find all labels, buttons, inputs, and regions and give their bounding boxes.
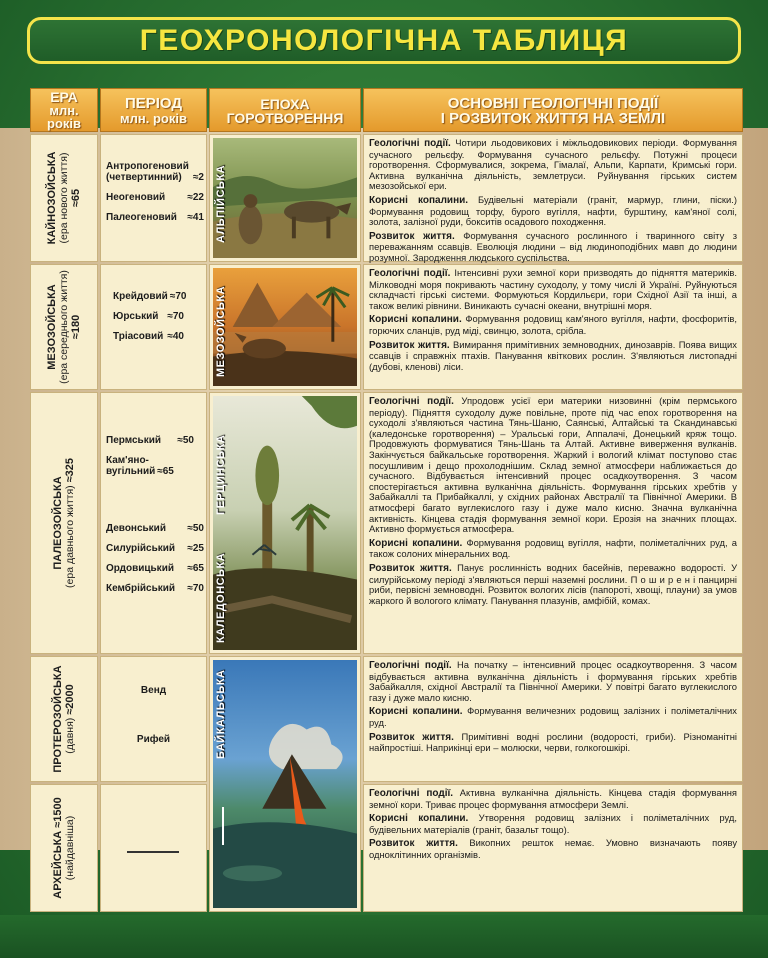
epoch-label: АЛЬПІЙСЬКА [215,164,227,243]
no-period-dash [127,851,179,853]
era-archean: АРХЕЙСЬКА ≈1500 (найдавніша) [30,784,98,912]
period-item: Рифей [136,734,171,745]
header-events: ОСНОВНІ ГЕОЛОГІЧНІ ПОДІЇ І РОЗВИТОК ЖИТТЯ НА ЗЕМЛІ [363,88,743,132]
period-item: Пермський ≈50 [106,435,194,446]
periods-proterozoic [100,656,207,782]
period-item: Тріасовий ≈40 [113,331,184,342]
cenozoic-scene-illustration [213,138,357,258]
paleozoic-scene-illustration [213,396,357,650]
periods-archean [100,784,207,912]
events-paleozoic: Геологічні події. Упродовж усієї ери материки низовинні (крім пермського періоду). Підняття суходолу дуже повільне, проте під час епох горотворення на суходолі з'являються частина Тянь-Шаню, Саянські, Алтайські та Скандинавські (каледонське горотворення) – Уральські гори, Аппалачі, Донецький кряж тощо. Продовжують формуватися Тянь-Шань та Алтай. Активне виверження вулканів. Закінчується байкальське горотворення. Жаркий і вологий клімат поступово стає посушливим і дещо прохолоднішим. Склад земної атмосфери наближається до сучасного. Відбувається інтенсивний процес осадкоутворення. З часом спостерігається активна вулканічна діяльність. Формування гірських хребтів у Забайкаллі та Прибайкаллі, у східних районах Австралії та Північної Америки. В атмосфері багато вуглекислого газу і дуже мало кисню. Значна вулканічна активність. Кінцева стадія формування земної кори. Ерозія на значних площах. Активно формується атмосфера. Корисні копалини. Формування родовищ вугілля, нафти, поліметалічних руд, а також солоних мінеральних вод. Розвиток життя. Панує рослинність водних басейнів, переважно водорості. У силурійському періоді з'являються перші наземні рослини. П о ш и р е н і панцирні риби, первісні земноводні. Розвиток вологих лісів (папороті, хвощі, плауни) за умов жаркого й вологого клімату. Панування плазунів, амфібій, комах. [363,392,743,654]
events-proterozoic: Геологічні події. На початку – інтенсивний процес осадкоутворення. З часом відбувається активна вулканічна діяльність і формування гірських хребтів Забайкалля, східної Австралії та Північної Америки. У повітрі багато вуглекислого газу і дуже мало кисню. Корисні копалини. Формування величезних родовищ залізних і поліметалічних руд. Розвиток життя. Примітивні водні рослини (водорості, гриби). Різноманітні найпростіші. Наприкінці ери – молюски, черви, голкогошкірі. [363,656,743,782]
period-item: Венд [140,685,167,696]
period-item: Силурійський ≈25 [106,543,204,554]
era-paleozoic: ПАЛЕОЗОЙСЬКА (ера давнього життя) ≈325 [30,392,98,654]
periods-paleozoic [100,392,207,654]
period-item: Юрський ≈70 [113,311,184,322]
epoch-label: БАЙКАЛЬСЬКА [215,669,227,759]
header-period: ПЕРІОД млн. років [100,88,207,132]
periods-mesozoic [100,264,207,390]
title-banner [27,17,741,64]
events-archean: Геологічні події. Активна вулканічна діяльність. Кінцева стадія формування земної кори. Триває процес формування атмосфери Землі. Корисні копалини. Утворення родовищ залізних і поліметалічних руд, будівельних матеріалів (граніт, базальт тощо). Розвиток життя. Викопних решток немає. Умовно визначають появу одноклітинних організмів. [363,784,743,912]
epoch-image-alpine [209,134,361,262]
timeline-marker [222,807,224,845]
epoch-label: ГЕРЦИНСЬКА [215,434,227,515]
period-item: Антропогеновий (четвертинний) ≈2 [106,161,204,183]
era-cenozoic: КАЙНОЗОЙСЬКА (ера нового життя) ≈65 [30,134,98,262]
epoch-image-mesozoic [209,264,361,390]
precambrian-volcano-illustration [213,660,357,908]
period-item: Ордовицький ≈65 [106,563,204,574]
epoch-label: МЕЗОЗОЙСЬКА [215,285,227,377]
header-epoch: ЕПОХА ГОРОТВОРЕННЯ [209,88,361,132]
bottom-frame [0,915,768,958]
events-cenozoic: Геологічні події. Чотири льодовикових і міжльодовикових періоди. Формування сучасного рельєфу. Формування сучасного рельєфу. Потужні процеси горотворення. Сформувалися, зокрема, Гімалаї, Альпи, Карпати, Кримські гори. Активна вулканічна діяльність, землетруси. Руйнування гірських систем мезозойської ери. Корисні копалини. Будівельні матеріали (граніт, мармур, глини, піски.) Формування родовищ торфу, бурого вугілля, нафти, бурштину, кам'яної солі, золота, залізної руди, бокситів осадового походження. Розвиток життя. Формування сучасного рослинного і тваринного світу з переважанням ссавців. Еволюція людини – від людиноподібних мавп до людини розумної. Зародження людського суспільства. [363,134,743,262]
header-era: ЕРА млн. років [30,88,98,132]
period-item: Девонський ≈50 [106,523,204,534]
period-item: Кембрійський ≈70 [106,583,204,594]
period-item: Палеогеновий ≈41 [106,212,204,223]
periods-cenozoic [100,134,207,262]
period-item: Кам'яно-вугільний ≈65 [106,455,174,477]
period-item: Крейдовий ≈70 [113,291,187,302]
page-title: ГЕОХРОНОЛОГІЧНА ТАБЛИЦЯ [139,23,629,57]
epoch-image-baikal [209,656,361,912]
epoch-label: КАЛЕДОНСЬКА [215,552,227,643]
epoch-image-paleozoic [209,392,361,654]
era-proterozoic: ПРОТЕРОЗОЙСЬКА (давня) ≈2000 [30,656,98,782]
events-mesozoic: Геологічні події. Інтенсивні рухи земної кори призводять до підняття материків. Мілководні моря покривають частину суходолу, у тому числі й Україні. Руйнуються складчасті гірські системи. Формуються Кордильєри, гори Східної Азії та інші, а також великі рівнини. Виникають сучасні океани, внутрішні моря. Корисні копалини. Формування родовищ кам'яного вугілля, нафти, фосфоритів, горючих сланців, руд міді, свинцю, золота, срібла. Розвиток життя. Вимирання примітивних земноводних, динозаврів. Поява вищих ссавців і справжніх птахів. Панування квіткових рослин. З'являються листопадні (дубові, кленові) ліси. [363,264,743,390]
period-item: Неогеновий ≈22 [106,192,204,203]
era-mesozoic: МЕЗОЗОЙСЬКА (ера середнього життя) ≈180 [30,264,98,390]
mesozoic-scene-illustration [213,268,357,386]
